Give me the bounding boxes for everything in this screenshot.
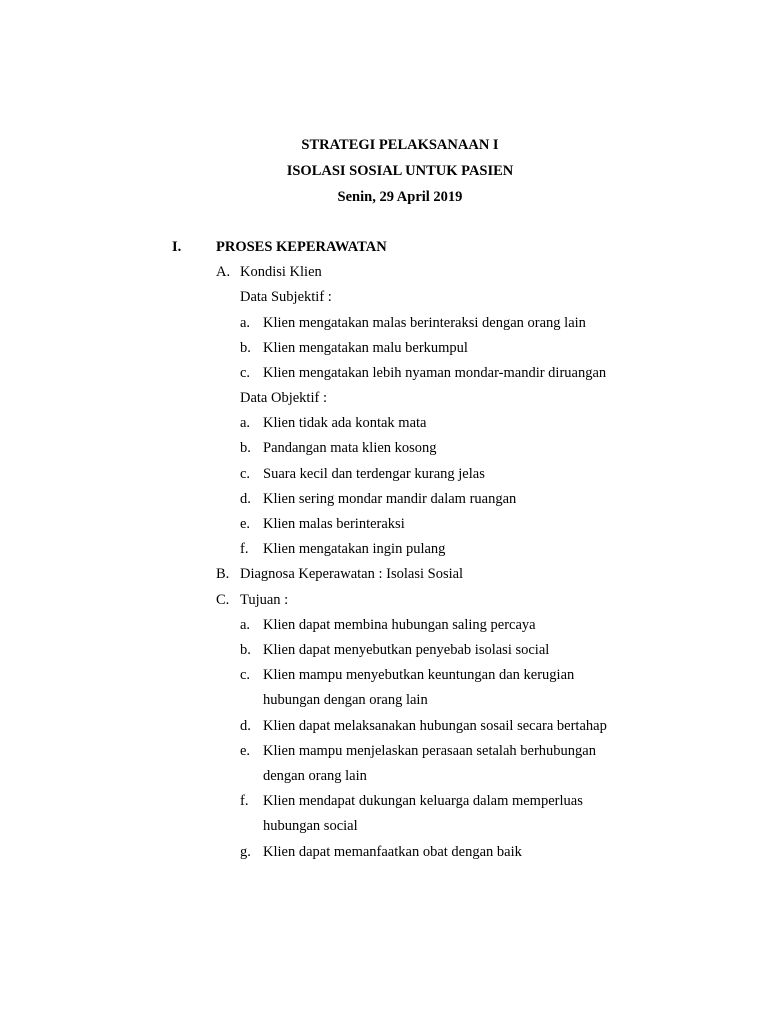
list-item: Klien malas berinteraksi bbox=[263, 516, 405, 532]
list-item: Pandangan mata klien kosong bbox=[263, 440, 437, 456]
list-item-letter: a. bbox=[240, 415, 251, 431]
list-item-letter: b. bbox=[240, 440, 251, 456]
list-item-letter: e. bbox=[240, 743, 251, 759]
document-subtitle: ISOLASI SOSIAL UNTUK PASIEN bbox=[286, 163, 514, 179]
list-item: Klien mengatakan malas berinteraksi dengan orang lain bbox=[263, 315, 586, 331]
list-item-continuation: dengan orang lain bbox=[263, 768, 367, 784]
list-item-letter: f. bbox=[240, 541, 249, 557]
list-item: Klien tidak ada kontak mata bbox=[263, 415, 427, 431]
list-item-continuation: hubungan dengan orang lain bbox=[263, 692, 428, 708]
section-number: I. bbox=[172, 239, 182, 255]
part-a-letter: A. bbox=[216, 264, 231, 280]
list-item: Klien mampu menjelaskan perasaan setalah berhubungan bbox=[263, 743, 596, 759]
list-item: Klien sering mondar mandir dalam ruangan bbox=[263, 491, 517, 507]
list-item-letter: a. bbox=[240, 617, 251, 633]
list-item-letter: c. bbox=[240, 667, 251, 683]
list-item: Klien dapat menyebutkan penyebab isolasi social bbox=[263, 642, 550, 658]
part-b-diagnosis: Diagnosa Keperawatan : Isolasi Sosial bbox=[240, 566, 464, 582]
list-item: Klien mampu menyebutkan keuntungan dan kerugian bbox=[263, 667, 575, 683]
part-a-title: Kondisi Klien bbox=[240, 264, 322, 280]
document-title: STRATEGI PELAKSANAAN I bbox=[301, 137, 499, 153]
list-item: Klien dapat melaksanakan hubungan sosail secara bertahap bbox=[263, 718, 607, 734]
list-item-letter: f. bbox=[240, 793, 249, 809]
list-item-letter: c. bbox=[240, 466, 251, 482]
list-item: Klien mengatakan lebih nyaman mondar-mandir diruangan bbox=[263, 365, 607, 381]
list-item-letter: b. bbox=[240, 340, 251, 356]
part-c-letter: C. bbox=[216, 592, 230, 608]
part-b-letter: B. bbox=[216, 566, 230, 582]
list-item: Klien mengatakan ingin pulang bbox=[263, 541, 446, 557]
list-item-continuation: hubungan social bbox=[263, 818, 358, 834]
part-c-title: Tujuan : bbox=[240, 592, 289, 608]
list-item-letter: a. bbox=[240, 315, 251, 331]
subjective-data-label: Data Subjektif : bbox=[240, 289, 332, 305]
list-item: Klien dapat memanfaatkan obat dengan baik bbox=[263, 844, 522, 860]
list-item-letter: g. bbox=[240, 844, 251, 860]
list-item-letter: b. bbox=[240, 642, 251, 658]
list-item: Klien mengatakan malu berkumpul bbox=[263, 340, 468, 356]
list-item: Suara kecil dan terdengar kurang jelas bbox=[263, 466, 485, 482]
document-date: Senin, 29 April 2019 bbox=[337, 189, 463, 205]
list-item: Klien dapat membina hubungan saling percaya bbox=[263, 617, 536, 633]
list-item-letter: c. bbox=[240, 365, 251, 381]
list-item-letter: e. bbox=[240, 516, 251, 532]
objective-data-label: Data Objektif : bbox=[240, 390, 327, 406]
list-item-letter: d. bbox=[240, 491, 251, 507]
list-item-letter: d. bbox=[240, 718, 251, 734]
list-item: Klien mendapat dukungan keluarga dalam memperluas bbox=[263, 793, 583, 809]
section-title: PROSES KEPERAWATAN bbox=[216, 239, 387, 255]
